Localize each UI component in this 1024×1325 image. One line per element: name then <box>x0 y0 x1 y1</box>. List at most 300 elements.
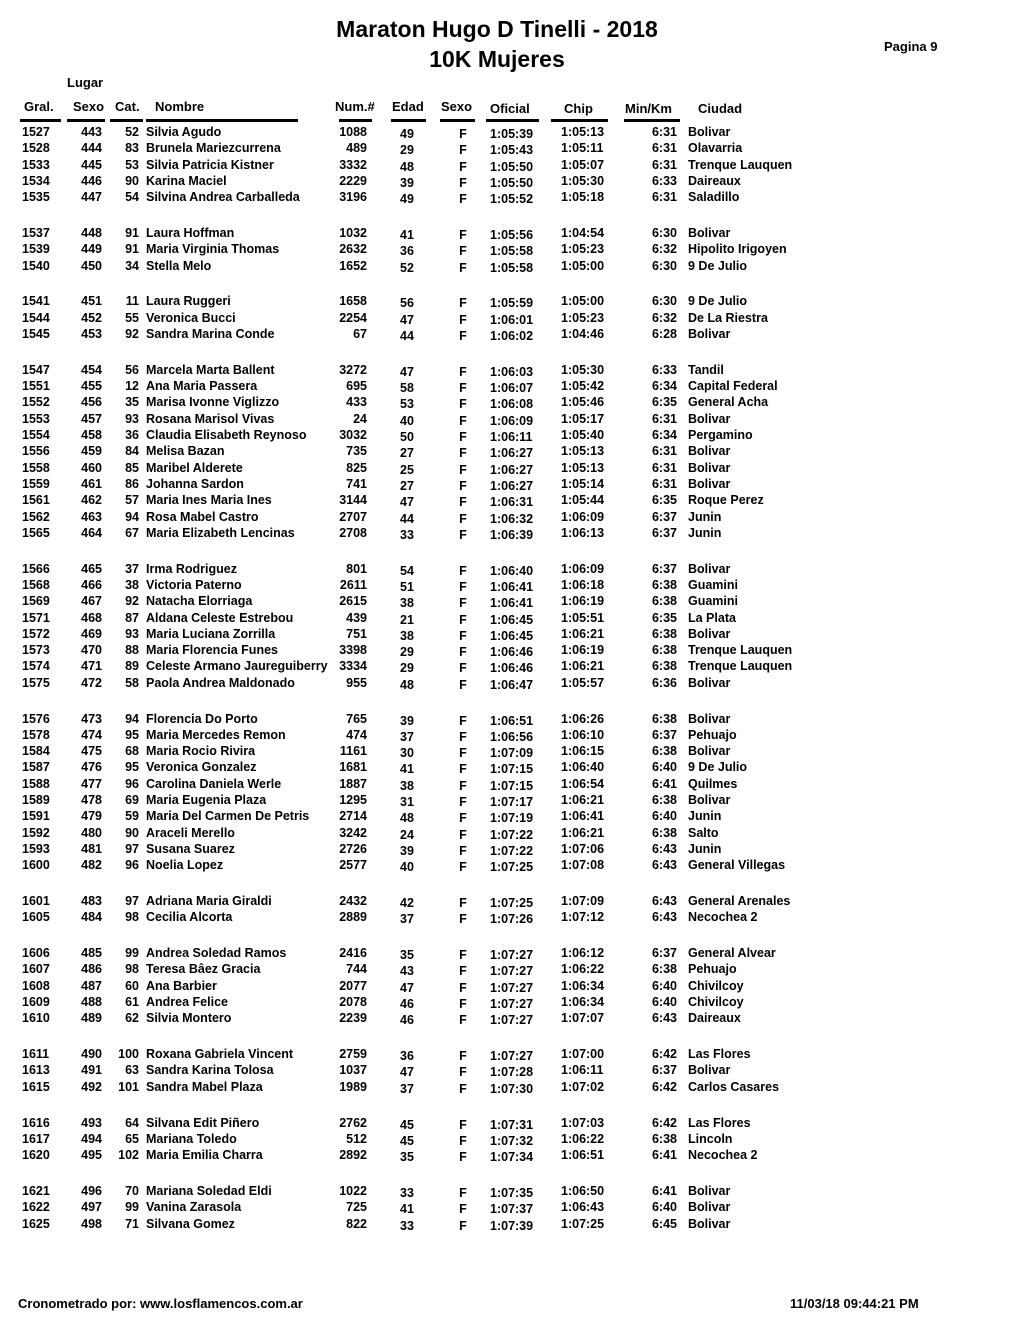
cell-oficial: 1:06:39 <box>490 527 534 542</box>
cell-num: 489 <box>346 141 367 156</box>
cell-num: 1022 <box>339 1183 367 1198</box>
cell-cat: 97 <box>125 894 139 908</box>
cell-chip: 1:06:15 <box>561 744 605 759</box>
cell-edad: 49 <box>400 192 414 207</box>
cell-edad: 24 <box>400 827 414 842</box>
cell-gral: 1608 <box>22 978 50 993</box>
table-row <box>0 310 1024 326</box>
table-row <box>0 509 1024 525</box>
cell-oficial: 1:07:34 <box>490 1150 534 1165</box>
cell-ciudad: General Alvear <box>688 946 776 961</box>
cell-nombre: Maribel Alderete <box>146 460 243 475</box>
cell-sexo: F <box>459 713 467 728</box>
cell-sexo-place: 460 <box>81 460 102 475</box>
cell-minkm: 6:40 <box>651 1200 677 1215</box>
cell-sexo-place: 477 <box>81 776 102 791</box>
cell-sexo: F <box>459 827 467 842</box>
cell-cat: 98 <box>125 910 139 925</box>
cell-ciudad: Lincoln <box>688 1131 733 1146</box>
cell-num: 1037 <box>339 1063 367 1078</box>
cell-oficial: 1:07:27 <box>490 1013 534 1028</box>
cell-num: 822 <box>346 1216 367 1231</box>
cell-sexo-place: 467 <box>81 594 102 609</box>
cell-gral: 1576 <box>22 711 50 726</box>
cell-chip: 1:06:51 <box>561 1148 605 1163</box>
cell-gral: 1592 <box>22 825 50 840</box>
cell-edad: 54 <box>400 563 414 578</box>
cell-nombre: Ana Barbier <box>146 978 217 993</box>
cell-ciudad: Capital Federal <box>688 379 778 394</box>
cell-edad: 33 <box>400 1185 414 1200</box>
cell-cat: 68 <box>125 744 139 759</box>
cell-num: 2889 <box>339 910 367 925</box>
table-row <box>0 1062 1024 1078</box>
cell-cat: 62 <box>125 1011 139 1026</box>
cell-nombre: Maria Elizabeth Lencinas <box>146 525 295 540</box>
cell-num: 1088 <box>339 125 367 139</box>
cell-cat: 12 <box>125 379 139 394</box>
cell-nombre: Silvia Agudo <box>146 125 222 139</box>
cell-sexo-place: 481 <box>81 841 102 856</box>
cell-oficial: 1:07:17 <box>490 795 534 809</box>
cell-sexo-place: 465 <box>81 561 102 576</box>
cell-cat: 91 <box>125 226 139 240</box>
cell-sexo: F <box>459 175 467 190</box>
col-header-ciudad: Ciudad <box>698 101 743 116</box>
cell-edad: 50 <box>400 430 414 444</box>
cell-nombre: Maria Mercedes Remon <box>146 727 286 742</box>
header-underline <box>110 119 143 122</box>
cell-sexo-place: 480 <box>81 825 102 840</box>
cell-chip: 1:07:12 <box>561 910 605 925</box>
cell-ciudad: Bolivar <box>688 561 731 576</box>
cell-edad: 47 <box>400 495 414 510</box>
cell-oficial: 1:05:50 <box>490 159 534 174</box>
cell-chip: 1:07:25 <box>561 1216 605 1231</box>
cell-num: 955 <box>346 675 367 690</box>
cell-ciudad: Pergamino <box>688 428 753 442</box>
cell-sexo: F <box>459 296 467 311</box>
cell-num: 2416 <box>339 946 367 961</box>
table-row <box>0 675 1024 691</box>
cell-edad: 46 <box>400 1013 414 1028</box>
cell-minkm: 6:38 <box>651 825 677 840</box>
cell-sexo: F <box>459 896 467 910</box>
cell-minkm: 6:38 <box>651 626 677 641</box>
cell-edad: 47 <box>400 312 414 327</box>
cell-chip: 1:06:34 <box>561 995 605 1009</box>
page-subtitle: 10K Mujeres <box>429 46 565 72</box>
cell-chip: 1:05:23 <box>561 242 605 257</box>
cell-minkm: 6:35 <box>651 493 677 508</box>
cell-gral: 1615 <box>22 1079 50 1094</box>
cell-chip: 1:06:54 <box>561 776 605 791</box>
cell-gral: 1573 <box>22 643 50 658</box>
cell-gral: 1559 <box>22 476 50 491</box>
cell-oficial: 1:06:40 <box>490 563 534 578</box>
cell-edad: 37 <box>400 729 414 744</box>
cell-minkm: 6:41 <box>651 776 677 791</box>
cell-sexo: F <box>459 563 467 578</box>
cell-edad: 45 <box>400 1117 414 1132</box>
cell-cat: 36 <box>125 428 139 442</box>
cell-cat: 93 <box>125 626 139 641</box>
cell-num: 2254 <box>339 310 367 325</box>
cell-minkm: 6:33 <box>651 173 677 188</box>
cell-gral: 1569 <box>22 594 50 609</box>
cell-num: 695 <box>346 379 367 394</box>
cell-minkm: 6:38 <box>651 659 677 674</box>
cell-minkm: 6:30 <box>651 226 677 240</box>
cell-cat: 88 <box>125 643 139 658</box>
cell-num: 2239 <box>339 1011 367 1026</box>
table-row <box>0 642 1024 658</box>
cell-sexo: F <box>459 1117 467 1132</box>
cell-minkm: 6:32 <box>651 310 677 325</box>
cell-sexo: F <box>459 159 467 174</box>
cell-sexo-place: 457 <box>81 411 102 426</box>
cell-edad: 41 <box>400 762 414 777</box>
cell-gral: 1611 <box>22 1047 50 1062</box>
cell-chip: 1:06:41 <box>561 809 605 824</box>
cell-ciudad: Guamini <box>688 577 739 592</box>
cell-chip: 1:07:02 <box>561 1079 605 1094</box>
cell-minkm: 6:40 <box>651 978 677 993</box>
page-title: Maraton Hugo D Tinelli - 2018 <box>336 16 658 42</box>
cell-sexo: F <box>459 661 467 676</box>
cell-oficial: 1:07:25 <box>490 896 534 910</box>
table-row <box>0 841 1024 857</box>
cell-chip: 1:06:11 <box>561 1063 604 1078</box>
cell-chip: 1:06:21 <box>561 825 605 840</box>
cell-cat: 57 <box>125 493 139 508</box>
cell-minkm: 6:38 <box>651 594 677 609</box>
cell-num: 1161 <box>339 744 367 759</box>
cell-num: 1658 <box>339 294 367 309</box>
cell-num: 3144 <box>339 493 367 508</box>
cell-sexo: F <box>459 645 467 660</box>
table-row <box>0 593 1024 609</box>
cell-edad: 39 <box>400 713 414 728</box>
cell-sexo: F <box>459 1202 467 1217</box>
cell-minkm: 6:41 <box>651 1148 677 1163</box>
cell-oficial: 1:07:27 <box>490 948 534 963</box>
cell-sexo-place: 461 <box>81 476 102 491</box>
cell-sexo: F <box>459 843 467 858</box>
cell-gral: 1534 <box>22 173 50 188</box>
table-row <box>0 189 1024 205</box>
cell-edad: 27 <box>400 446 414 461</box>
cell-sexo: F <box>459 244 467 259</box>
cell-chip: 1:05:46 <box>561 395 605 410</box>
cell-edad: 36 <box>400 1049 414 1064</box>
cell-cat: 67 <box>125 525 139 540</box>
cell-chip: 1:05:07 <box>561 157 605 172</box>
cell-gral: 1565 <box>22 525 50 540</box>
cell-edad: 39 <box>400 175 414 190</box>
cell-cat: 87 <box>125 610 139 625</box>
cell-oficial: 1:06:07 <box>490 381 534 396</box>
cell-gral: 1539 <box>22 242 50 257</box>
cell-num: 3334 <box>339 659 367 674</box>
cell-nombre: Mariana Soledad Eldi <box>146 1183 272 1198</box>
cell-sexo: F <box>459 329 467 343</box>
cell-oficial: 1:07:22 <box>490 843 534 858</box>
cell-chip: 1:05:51 <box>561 610 605 625</box>
cell-num: 2892 <box>339 1148 367 1163</box>
cell-chip: 1:05:13 <box>561 125 605 139</box>
cell-chip: 1:06:26 <box>561 711 605 726</box>
cell-nombre: Johanna Sardon <box>146 476 244 491</box>
cell-cat: 58 <box>125 675 139 690</box>
cell-minkm: 6:42 <box>651 1115 677 1130</box>
cell-gral: 1609 <box>22 995 50 1009</box>
cell-num: 67 <box>353 327 367 341</box>
cell-nombre: Marisa Ivonne Viglizzo <box>146 395 280 410</box>
cell-minkm: 6:37 <box>651 727 677 742</box>
cell-minkm: 6:38 <box>651 793 677 807</box>
lugar-group-label: Lugar <box>67 75 104 90</box>
cell-gral: 1601 <box>22 894 50 908</box>
cell-ciudad: La Plata <box>688 610 736 625</box>
cell-sexo-place: 447 <box>81 190 102 205</box>
cell-nombre: Stella Melo <box>146 258 212 273</box>
table-row <box>0 978 1024 994</box>
cell-ciudad: Salto <box>688 825 719 840</box>
cell-nombre: Marcela Marta Ballent <box>146 362 275 377</box>
cell-chip: 1:06:34 <box>561 978 605 993</box>
cell-nombre: Victoria Paterno <box>146 577 242 592</box>
cell-cat: 94 <box>125 711 139 726</box>
cell-chip: 1:07:06 <box>561 841 605 856</box>
cell-chip: 1:06:21 <box>561 793 605 807</box>
cell-sexo-place: 462 <box>81 493 102 508</box>
cell-chip: 1:05:57 <box>561 675 605 690</box>
cell-oficial: 1:06:56 <box>490 729 534 744</box>
cell-sexo: F <box>459 1081 467 1096</box>
cell-cat: 37 <box>125 561 139 576</box>
cell-chip: 1:06:09 <box>561 509 605 524</box>
cell-ciudad: Bolivar <box>688 744 731 759</box>
table-row <box>0 945 1024 961</box>
table-row <box>0 1115 1024 1131</box>
cell-oficial: 1:06:32 <box>490 511 534 526</box>
cell-ciudad: Tandil <box>688 362 724 377</box>
cell-edad: 49 <box>400 127 414 141</box>
cell-num: 1989 <box>339 1079 367 1094</box>
cell-ciudad: Necochea 2 <box>688 1148 758 1163</box>
cell-cat: 84 <box>125 444 139 459</box>
cell-edad: 46 <box>400 997 414 1011</box>
cell-minkm: 6:40 <box>651 809 677 824</box>
cell-minkm: 6:30 <box>651 294 677 309</box>
cell-oficial: 1:05:43 <box>490 143 534 158</box>
cell-sexo-place: 492 <box>81 1079 102 1094</box>
cell-nombre: Maria Florencia Funes <box>146 643 278 658</box>
cell-sexo-place: 495 <box>81 1148 102 1163</box>
cell-sexo: F <box>459 478 467 493</box>
cell-oficial: 1:07:28 <box>490 1065 534 1080</box>
table-row <box>0 776 1024 792</box>
cell-minkm: 6:34 <box>651 379 677 394</box>
cell-gral: 1622 <box>22 1200 50 1215</box>
cell-ciudad: Bolivar <box>688 460 731 475</box>
col-header-minkm: Min/Km <box>625 101 672 116</box>
cell-nombre: Andrea Soledad Ramos <box>146 946 287 961</box>
cell-sexo-place: 448 <box>81 226 102 240</box>
cell-oficial: 1:06:01 <box>490 312 534 327</box>
table-row <box>0 961 1024 977</box>
cell-ciudad: Las Flores <box>688 1047 751 1062</box>
cell-edad: 53 <box>400 397 414 412</box>
cell-sexo: F <box>459 228 467 242</box>
cell-ciudad: Junin <box>688 809 722 824</box>
cell-chip: 1:05:18 <box>561 190 605 205</box>
cell-sexo-place: 453 <box>81 327 102 341</box>
footer-credit: Cronometrado por: www.losflamencos.com.ar <box>18 1296 303 1311</box>
cell-ciudad: Junin <box>688 509 722 524</box>
cell-num: 433 <box>346 395 367 410</box>
cell-cat: 98 <box>125 962 139 977</box>
cell-sexo: F <box>459 677 467 692</box>
cell-gral: 1610 <box>22 1011 50 1026</box>
cell-sexo-place: 463 <box>81 509 102 524</box>
cell-oficial: 1:07:15 <box>490 778 534 793</box>
cell-gral: 1527 <box>22 125 50 139</box>
cell-sexo-place: 451 <box>81 294 102 309</box>
cell-ciudad: Olavarria <box>688 141 743 156</box>
cell-edad: 29 <box>400 143 414 158</box>
cell-chip: 1:06:50 <box>561 1183 605 1198</box>
cell-sexo-place: 473 <box>81 711 102 726</box>
cell-sexo-place: 498 <box>81 1216 102 1231</box>
table-row <box>0 610 1024 626</box>
cell-minkm: 6:38 <box>651 1131 677 1146</box>
cell-minkm: 6:36 <box>651 675 677 690</box>
cell-num: 2714 <box>339 809 367 824</box>
cell-ciudad: Hipolito Irigoyen <box>688 242 787 257</box>
cell-sexo: F <box>459 612 467 627</box>
cell-cat: 54 <box>125 190 139 205</box>
cell-nombre: Vanina Zarasola <box>146 1200 242 1215</box>
cell-gral: 1551 <box>22 379 50 394</box>
cell-num: 3398 <box>339 643 367 658</box>
cell-nombre: Laura Ruggeri <box>146 294 231 309</box>
cell-sexo: F <box>459 413 467 428</box>
cell-minkm: 6:31 <box>651 476 677 491</box>
col-header-oficial: Oficial <box>490 101 530 116</box>
table-row <box>0 792 1024 808</box>
cell-chip: 1:05:30 <box>561 173 605 188</box>
cell-oficial: 1:05:56 <box>490 228 534 242</box>
cell-ciudad: Bolivar <box>688 444 731 459</box>
cell-sexo-place: 494 <box>81 1131 102 1146</box>
cell-ciudad: Bolivar <box>688 675 731 690</box>
cell-sexo: F <box>459 495 467 510</box>
cell-oficial: 1:07:31 <box>490 1117 534 1132</box>
cell-oficial: 1:06:47 <box>490 677 534 692</box>
cell-num: 1887 <box>339 776 367 791</box>
cell-ciudad: Roque Perez <box>688 493 764 508</box>
cell-cat: 83 <box>125 141 139 156</box>
cell-nombre: Silvia Montero <box>146 1011 232 1026</box>
cell-oficial: 1:07:15 <box>490 762 534 777</box>
cell-chip: 1:06:22 <box>561 962 605 977</box>
header-underline <box>551 119 608 122</box>
cell-num: 1295 <box>339 793 367 807</box>
cell-oficial: 1:06:03 <box>490 364 534 379</box>
cell-sexo-place: 443 <box>81 125 102 139</box>
cell-sexo-place: 454 <box>81 362 102 377</box>
cell-oficial: 1:06:27 <box>490 478 534 493</box>
cell-nombre: Maria Rocio Rivira <box>146 744 256 759</box>
cell-minkm: 6:43 <box>651 1011 677 1026</box>
table-row <box>0 825 1024 841</box>
cell-chip: 1:06:19 <box>561 643 605 658</box>
cell-chip: 1:06:09 <box>561 561 605 576</box>
cell-cat: 91 <box>125 242 139 257</box>
cell-num: 2759 <box>339 1047 367 1062</box>
cell-oficial: 1:05:50 <box>490 175 534 190</box>
cell-minkm: 6:28 <box>651 327 677 341</box>
cell-sexo-place: 491 <box>81 1063 102 1078</box>
cell-chip: 1:07:00 <box>561 1047 605 1062</box>
table-row <box>0 241 1024 257</box>
table-row <box>0 157 1024 173</box>
cell-sexo-place: 484 <box>81 910 102 925</box>
cell-oficial: 1:07:27 <box>490 997 534 1011</box>
cell-nombre: Cecilia Alcorta <box>146 910 233 925</box>
cell-nombre: Silvana Edit Piñero <box>146 1115 260 1130</box>
table-row <box>0 994 1024 1010</box>
cell-num: 3272 <box>339 362 367 377</box>
cell-oficial: 1:07:35 <box>490 1185 534 1200</box>
cell-sexo: F <box>459 1133 467 1148</box>
cell-sexo-place: 474 <box>81 727 102 742</box>
cell-ciudad: Daireaux <box>688 1011 741 1026</box>
cell-sexo: F <box>459 1065 467 1080</box>
cell-oficial: 1:07:27 <box>490 980 534 995</box>
cell-oficial: 1:07:22 <box>490 827 534 842</box>
cell-ciudad: Bolivar <box>688 1216 731 1231</box>
cell-minkm: 6:38 <box>651 744 677 759</box>
cell-cat: 99 <box>125 1200 139 1215</box>
cell-gral: 1605 <box>22 910 50 925</box>
cell-gral: 1537 <box>22 226 50 240</box>
header-underline <box>624 119 680 122</box>
cell-sexo-place: 458 <box>81 428 102 442</box>
cell-chip: 1:05:00 <box>561 294 605 309</box>
cell-ciudad: Junin <box>688 525 722 540</box>
cell-num: 24 <box>353 411 367 426</box>
table-row <box>0 658 1024 674</box>
cell-sexo: F <box>459 381 467 396</box>
cell-oficial: 1:06:02 <box>490 329 534 343</box>
cell-chip: 1:04:54 <box>561 226 605 240</box>
cell-num: 512 <box>346 1131 367 1146</box>
col-header-gral: Gral. <box>24 99 54 114</box>
cell-ciudad: Quilmes <box>688 776 738 791</box>
cell-gral: 1544 <box>22 310 50 325</box>
cell-cat: 64 <box>125 1115 139 1130</box>
cell-sexo-place: 486 <box>81 962 102 977</box>
cell-edad: 27 <box>400 478 414 493</box>
cell-minkm: 6:37 <box>651 1063 677 1078</box>
cell-edad: 35 <box>400 1150 414 1165</box>
cell-oficial: 1:06:41 <box>490 579 534 594</box>
cell-gral: 1621 <box>22 1183 50 1198</box>
table-row <box>0 140 1024 156</box>
